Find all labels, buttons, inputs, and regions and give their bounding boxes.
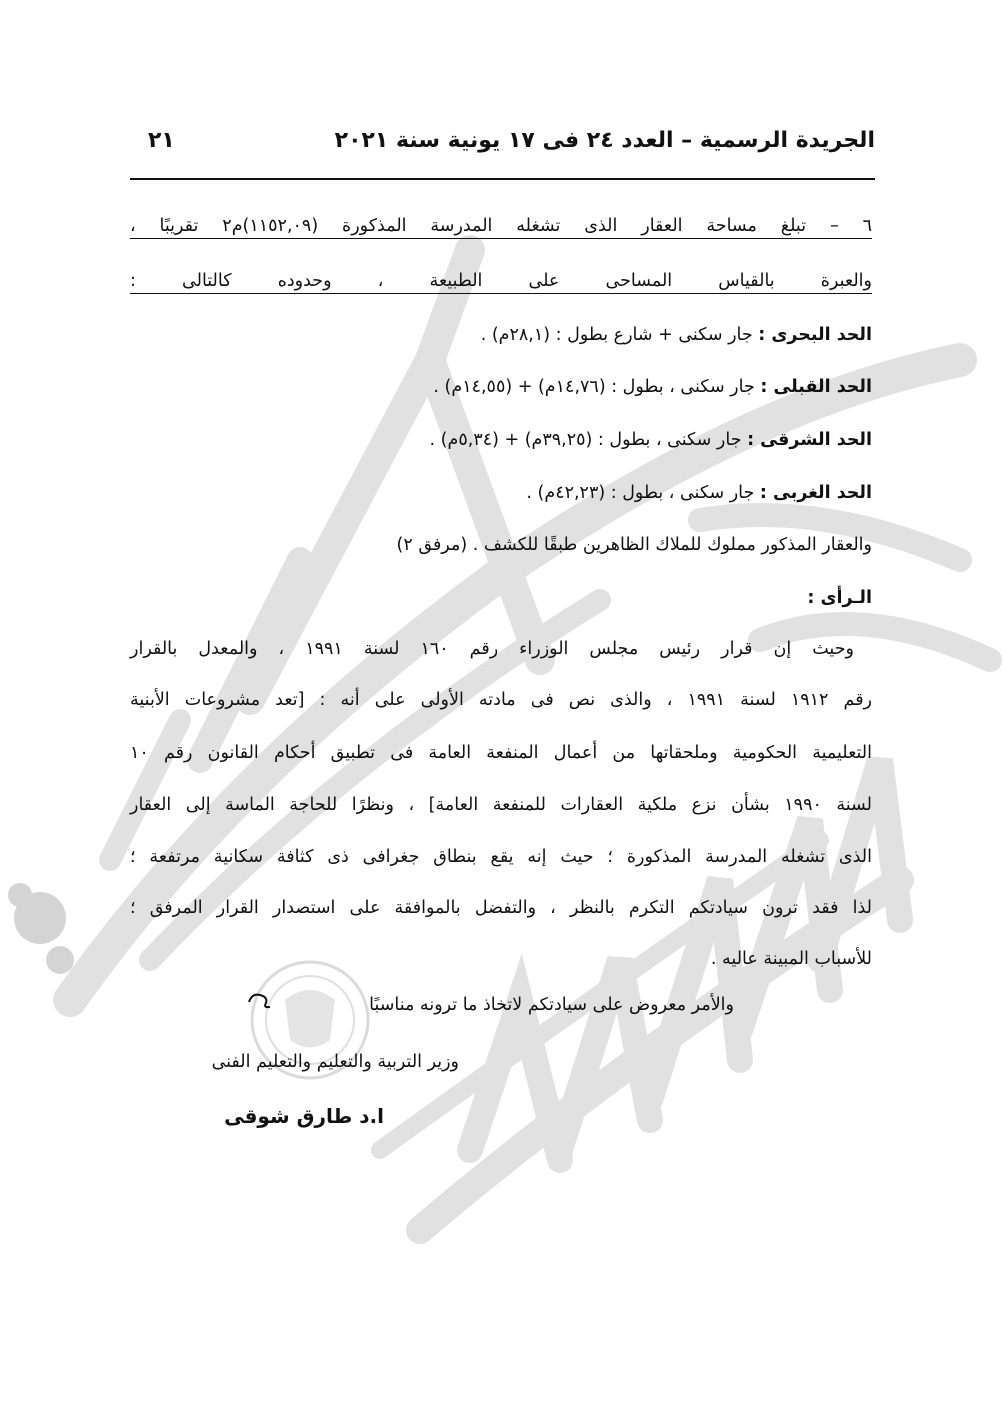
opinion-line: رقم ١٩١٢ لسنة ١٩٩١ ، والذى نص فى مادته الأولى على أنه : [تعد مشروعات الأبنية — [130, 690, 873, 710]
boundary-label: الحد الغربى : — [759, 483, 872, 503]
opinion-line: للأسباب المبينة عاليه . — [710, 949, 872, 969]
minister-title: وزير التربية والتعليم والتعليم الفنى — [211, 1052, 459, 1072]
opinion-line: وحيث إن قرار رئيس مجلس الوزراء رقم ١٦٠ لسنة ١٩٩١ ، والمعدل بالقرار — [130, 639, 854, 659]
boundary-label: الحد القبلى : — [760, 377, 872, 397]
ownership-line: والعقار المذكور مملوك للملاك الظاهرين طبقًا للكشف . (مرفق ٢) — [396, 535, 872, 555]
minister-name: ا.د طارق شوقى — [224, 1104, 384, 1128]
opinion-heading: الـرأى : — [807, 588, 872, 608]
boundary-text: جار سكنى ، بطول : (٣٩,٢٥م) + (٥,٣٤م) . — [429, 430, 742, 450]
boundary-north — [481, 322, 872, 348]
boundary-west — [526, 480, 872, 506]
opinion-line: الذى تشغله المدرسة المذكورة ؛ حيث إنه يقع بنطاق جغرافى ذى كثافة سكانية مرتفعة ؛ — [130, 847, 872, 867]
boundary-south — [433, 374, 872, 400]
closing-statement: والأمر معروض على سيادتكم لاتخاذ ما ترونه مناسبًا — [369, 995, 734, 1015]
item6-line1 — [130, 213, 872, 239]
opinion-line: التعليمية الحكومية وملحقاتها من أعمال المنفعة العامة فى تطبيق أحكام القانون رقم ١٠ — [130, 743, 872, 763]
header-divider — [130, 178, 875, 180]
item6-line1-text: ٦ – تبلغ مساحة العقار الذى تشغله المدرسة المذكورة (١١٥٢,٠٩)م٢ تقريبًا ، — [130, 216, 872, 239]
item6-line2 — [130, 268, 872, 294]
opinion-line: لسنة ١٩٩٠ بشأن نزع ملكية العقارات للمنفعة العامة] ، ونظرًا للحاجة الماسة إلى العقار — [130, 795, 873, 815]
boundary-label: الحد الشرقى : — [747, 430, 872, 450]
page-number: ٢١ — [148, 128, 175, 153]
handwritten-mark-icon — [246, 990, 274, 1012]
item6-line2-text: والعبرة بالقياس المساحى على الطبيعة ، وحدوده كالتالى : — [130, 271, 872, 294]
boundary-east — [430, 427, 872, 453]
boundary-text: جار سكنى ، بطول : (١٤,٧٦م) + (١٤,٥٥م) . — [433, 377, 755, 397]
opinion-line: لذا فقد ترون سيادتكم التكرم بالنظر ، والتفضل بالموافقة على استصدار القرار المرفق ؛ — [130, 898, 872, 918]
boundary-label: الحد البحرى : — [758, 325, 872, 345]
boundary-text: جار سكنى + شارع بطول : (٢٨,١م) . — [480, 325, 753, 345]
boundary-text: جار سكنى ، بطول : (٤٢,٢٣م) . — [526, 483, 755, 503]
gazette-title: الجريدة الرسمية – العدد ٢٤ فى ١٧ يونية سنة ٢٠٢١ — [334, 128, 875, 153]
page-header — [130, 128, 875, 168]
